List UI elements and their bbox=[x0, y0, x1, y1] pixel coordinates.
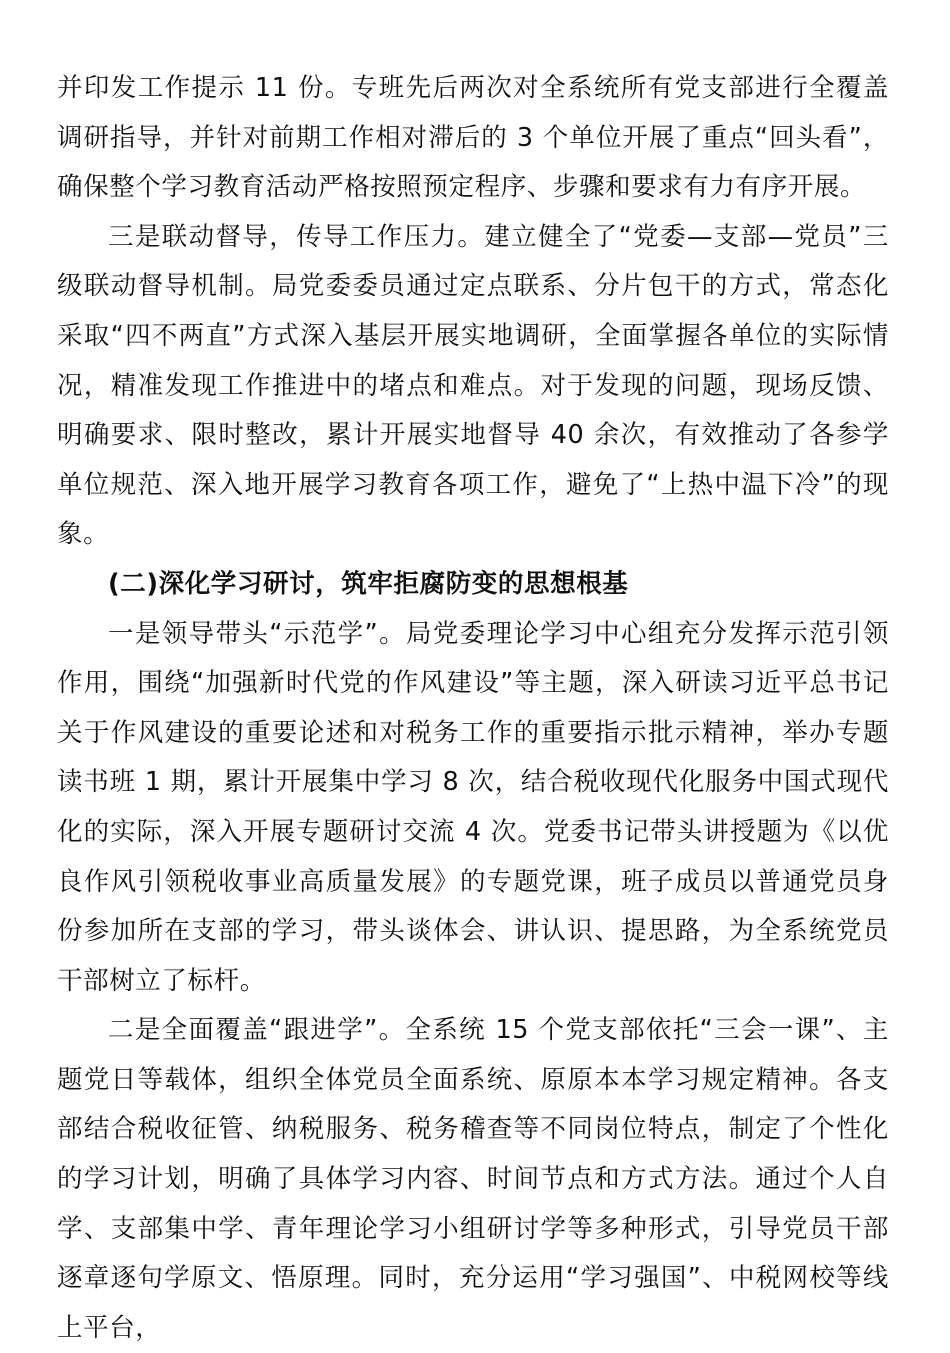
document-page bbox=[57, 64, 889, 1353]
section-heading: (二)深化学习研讨，筑牢拒腐防变的思想根基 bbox=[108, 568, 629, 599]
paragraph-joint-supervision: 三是联动督导，传导工作压力。建立健全了“党委—支部—党员”三级联动督导机制。局党委委员通过定点联系、分片包干的方式，常态化采取“四不两直”方式深入基层开展实地调研，全面掌握各单位的实际情况，精准发现工作推进中的堵点和难点。对于发现的问题，现场反馈、明确要求、限时整改，累计开展实地督导 40 余次，有效推动了各参学单位规范、深入地开展学习教育各项工作，避免了“上热中温下冷”的现象。 bbox=[57, 221, 889, 550]
paragraph-full-coverage: 二是全面覆盖“跟进学”。全系统 15 个党支部依托“三会一课”、主题党日等载体，组织全体党员全面系统、原原本本学习规定精神。各支部结合税收征管、纳税服务、税务稽查等不同岗位特点，制定了个性化的学习计划，明确了具体学习内容、时间节点和方式方法。通过个人自学、支部集中学、青年理论学习小组研讨学等多种形式，引导党员干部逐章逐句学原文、悟原理。同时，充分运用“学习强国”、中税网校等线上平台， bbox=[57, 1015, 889, 1343]
paragraph-continuation: 并印发工作提示 11 份。专班先后两次对全系统所有党支部进行全覆盖调研指导，并针对前期工作相对滞后的 3 个单位开展了重点“回头看”，确保整个学习教育活动严格按照预定程序、步骤和要求有力有序开展。 bbox=[57, 73, 889, 203]
paragraph-leader-demonstration: 一是领导带头“示范学”。局党委理论学习中心组充分发挥示范引领作用，围绕“加强新时代党的作风建设”等主题，深入研读习近平总书记关于作风建设的重要论述和对税务工作的重要指示批示精神，举办专题读书班 1 期，累计开展集中学习 8 次，结合税收现代化服务中国式现代化的实际，深入开展专题研讨交流 4 次。党委书记带头讲授题为《以优良作风引领税收事业高质量发展》的专题党课，班子成员以普通党员身份参加所在支部的学习，带头谈体会、讲认识、提思路，为全系统党员干部树立了标杆。 bbox=[57, 618, 889, 996]
